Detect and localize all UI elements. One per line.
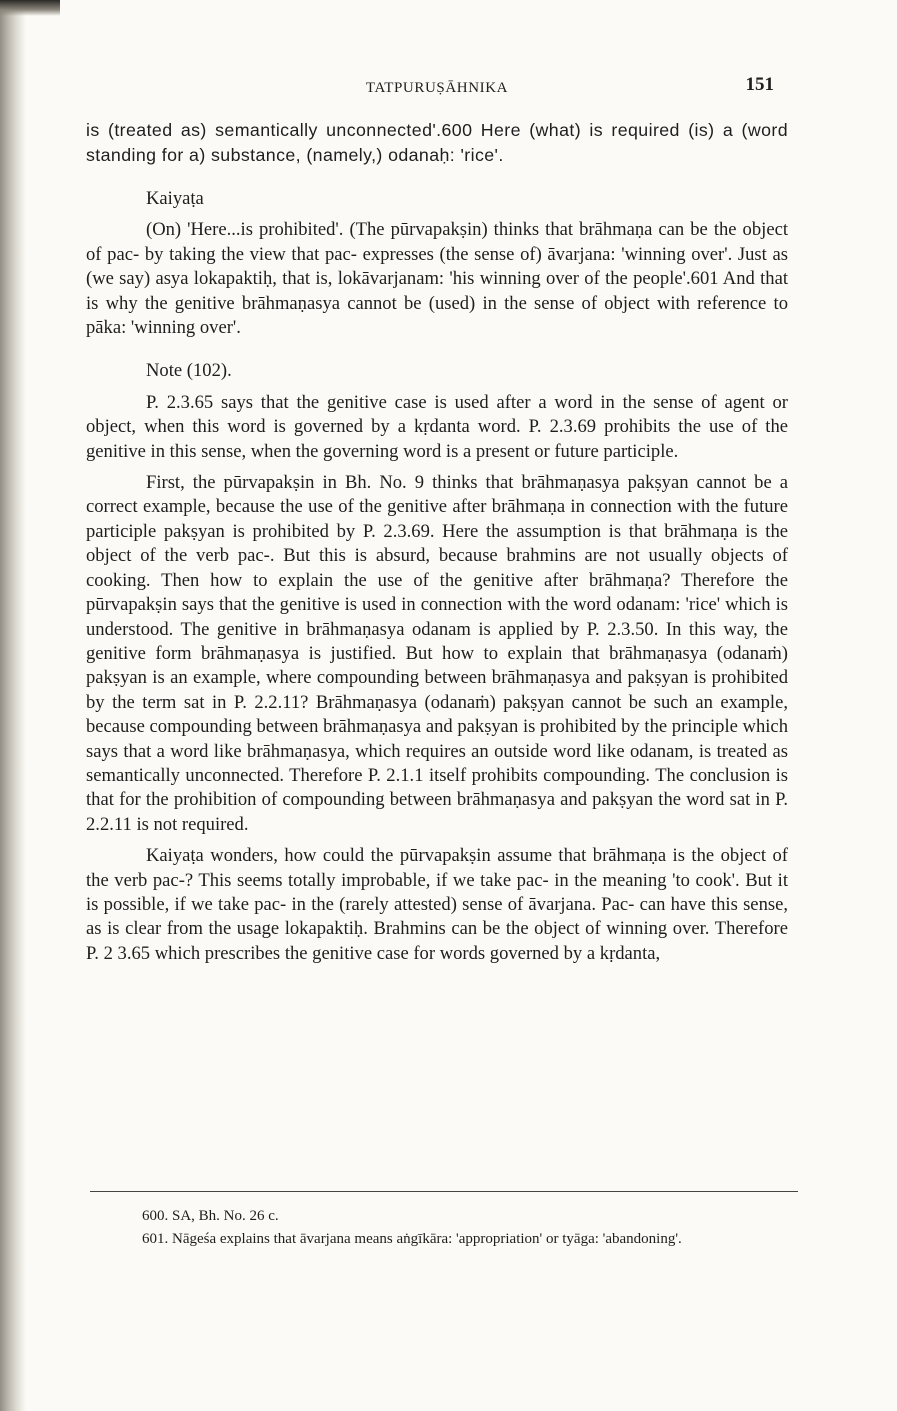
section-heading-note: Note (102).	[146, 360, 232, 382]
running-title: TATPURUṢĀHNIKA	[365, 80, 509, 96]
paragraph-kaiyata: (On) 'Here...is prohibited'. (The pūrvapakṣin) thinks that brāhmaṇa can be the object of pac- by taking the view that pac- expresses (the sense of) āvarjana: 'winning over'. Just as (we say) asya lokapaktiḥ, that is, lokāvarjanam: 'his winning over of the people'.601 And that is why the genitive brāhmaṇasya cannot be (used) in the sense of object with reference to pāka: 'winning over'.	[86, 219, 788, 339]
scan-corner-shadow	[0, 0, 60, 16]
footnote-601: 601. Nāgeśa explains that āvarjana means aṅgīkāra: 'appropriation' or tyāga: 'abandoning'.	[142, 1231, 682, 1247]
page-number: 151	[745, 74, 774, 95]
footnote-divider	[90, 1191, 798, 1192]
body-text	[86, 118, 788, 966]
scanned-book-spine-shadow	[0, 0, 26, 1411]
paragraph-note-kaiyata-wonders: Kaiyaṭa wonders, how could the pūrvapakṣin assume that brāhmaṇa is the object of the verb pac-? This seems totally improbable, if we take pac- in the meaning 'to cook'. But it is possible, if we take pac- in the (rarely attested) sense of āvarjana. Pac- can have this sense, as is clear from the usage lokapaktiḥ. Brahmins can be the object of winning over. Therefore P. 2 3.65 which prescribes the genitive case for words governed by a kṛdanta,	[86, 845, 788, 964]
section-heading-kaiyata: Kaiyaṭa	[146, 188, 204, 209]
paragraph-note-purvapaksin: First, the pūrvapakṣin in Bh. No. 9 thinks that brāhmaṇasya pakṣyan cannot be a correct example, because the use of the genitive after brāhmaṇa in connection with the future participle pakṣyan is prohibited by P. 2.3.69. Here the assumption is that brāhmaṇa is the object of the verb pac-. But this is absurd, because brahmins are not usually objects of cooking. Then how to explain the use of the genitive after brāhmaṇa? Therefore the pūrvapakṣin says that the genitive is used in connection with the word odanam: 'rice' which is understood. The genitive in brāhmaṇasya odanam is applied by P. 2.3.50. In this way, the genitive form brāhmaṇasya is justified. But how to explain that brāhmaṇasya (odanaṁ) pakṣyan is an example, where compounding between brāhmaṇasya and pakṣyan is prohibited by the term sat in P. 2.2.11? Brāhmaṇasya (odanaṁ) pakṣyan cannot be such an example, because compounding between brāhmaṇasya and pakṣyan is prohibited by the principle which says that a word like brāhmaṇasya, which requires an outside word like odanam, is treated as semantically unconnected. Therefore P. 2.1.1 itself prohibits compounding. The conclusion is that for the prohibition of compounding between brāhmaṇasya and pakṣyan the word sat in P. 2.2.11 is not required.	[86, 472, 788, 835]
footnote-600: 600. SA, Bh. No. 26 c.	[142, 1208, 279, 1224]
paragraph-note-rule: P. 2.3.65 says that the genitive case is used after a word in the sense of agent or object, when this word is governed by a kṛdanta word. P. 2.3.69 prohibits the use of the genitive in this sense, when the governing word is a present or future participle.	[86, 391, 788, 462]
paragraph-continued: is (treated as) semantically unconnected'.600 Here (what) is required (is) a (word standing for a) substance, (namely,) odanaḥ: 'rice'.	[86, 120, 788, 165]
page-header	[86, 74, 788, 104]
footnotes	[86, 1205, 788, 1251]
